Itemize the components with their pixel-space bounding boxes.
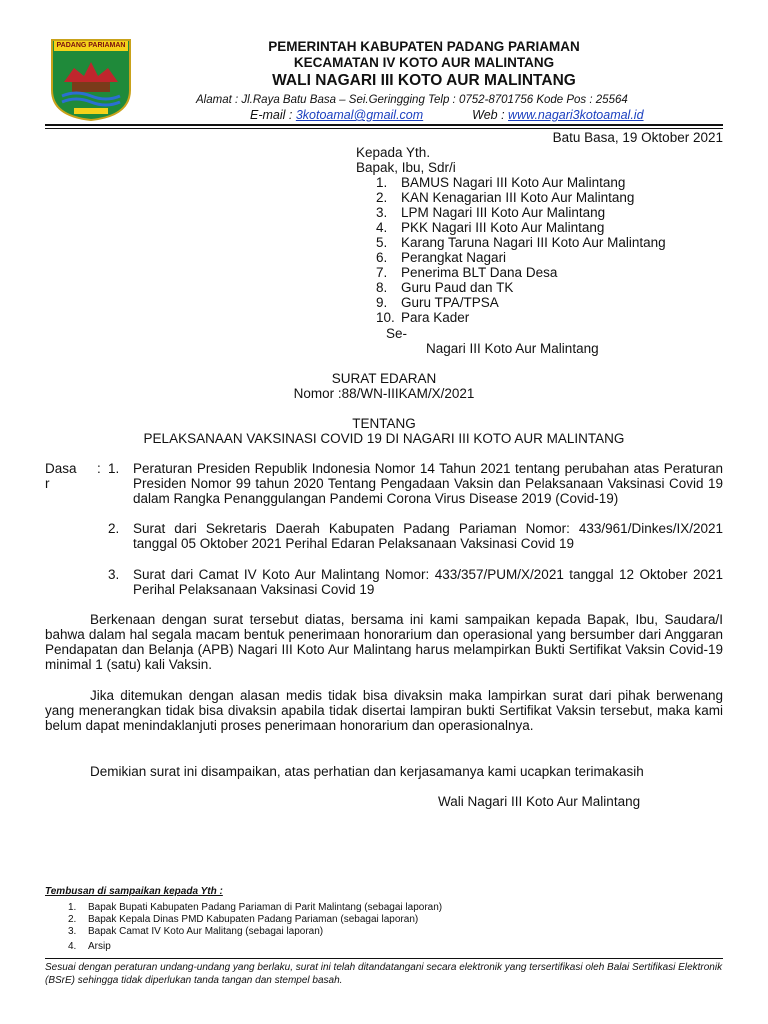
body-paragraph: Berkenaan dengan surat tersebut diatas, bersama ini kami sampaikan kepada Bapak, Ibu, Saudara/I bahwa dalam hal segala macam bentuk penerimaan honorarium dan operasional yang bersumber dari Anggaran Pendapatan dan Belanja (APB) Nagari III Koto Aur Malintang harus melampirkan Bukti Sertifikat Vaksin Covid-19 minimal 1 (satu) kali Vaksin. <box>45 612 723 672</box>
letterhead-contact <box>250 108 644 122</box>
list-item: 4. PKK Nagari III Koto Aur Malintang <box>376 220 605 235</box>
letterhead-office: WALI NAGARI III KOTO AUR MALINTANG <box>272 72 576 89</box>
letterhead-government: PEMERINTAH KABUPATEN PADANG PARIAMAN <box>268 39 580 54</box>
letter-type: SURAT EDARAN <box>331 371 437 386</box>
recipient-se: Se- <box>386 326 408 341</box>
tembusan-title: Tembusan di sampaikan kepada Yth : <box>45 886 223 897</box>
closing-paragraph: Demikian surat ini disampaikan, atas perhatian dan kerjasamanya kami ucapkan terimakasih <box>90 764 644 779</box>
dasar-item-text: Surat dari Camat IV Koto Aur Malintang Nomor: 433/357/PUM/X/2021 tanggal 12 Oktober 2021 Perihal Pelaksanaan Vaksinasi Covid 19 <box>133 567 723 597</box>
recipient-kepada: Kepada Yth. <box>356 145 431 160</box>
letterhead-rule <box>45 124 723 126</box>
list-item: 7. Penerima BLT Dana Desa <box>376 265 558 280</box>
dasar-item-number: 2. <box>108 521 120 536</box>
dasar-label: Dasa <box>45 461 77 476</box>
list-item: 10. Para Kader <box>376 310 470 325</box>
letter-number: Nomor :88/WN-IIIKAM/X/2021 <box>293 386 475 401</box>
email-link[interactable]: 3kotoamal@gmail.com <box>295 108 424 122</box>
letterhead-address: Alamat : Jl.Raya Batu Basa – Sei.Geringging Telp : 0752-8701756 Kode Pos : 25564 <box>196 94 628 106</box>
dasar-item-number: 3. <box>108 567 120 582</box>
list-item: 3. Bapak Camat IV Koto Aur Malitang (sebagai laporan) <box>68 926 324 937</box>
list-item: 1. BAMUS Nagari III Koto Aur Malintang <box>376 175 626 190</box>
list-item: 2. KAN Kenagarian III Koto Aur Malintang <box>376 190 635 205</box>
dasar-item-number: 1. <box>108 461 120 476</box>
footer-rule <box>45 958 723 959</box>
list-item: 4. Arsip <box>68 941 111 952</box>
recipient-salutation: Bapak, Ibu, Sdr/i <box>356 160 456 175</box>
dasar-item-text: Surat dari Sekretaris Daerah Kabupaten Padang Pariaman Nomor: 433/961/Dinkes/IX/2021 tanggal 05 Oktober 2021 Perihal Edaran Pelaksanaan Vaksinasi Covid 19 <box>133 521 723 551</box>
web-label: Web : <box>472 108 509 122</box>
web-link[interactable]: www.nagari3kotoamal.id <box>508 108 644 122</box>
letter-subject: PELAKSANAAN VAKSINASI COVID 19 DI NAGARI III KOTO AUR MALINTANG <box>143 431 625 446</box>
dasar-item-text: Peraturan Presiden Republik Indonesia Nomor 14 Tahun 2021 tentang perubahan atas Peraturan Presiden Nomor 99 tahun 2020 Tentang Pengadaan Vaksin dan Pelaksanaan Vaksinasi Covid 19 dalam Rangka Penanggulangan Pandemi Corona Virus Disease 2019 (Covid-19) <box>133 461 723 506</box>
letter-tentang: TENTANG <box>352 416 416 431</box>
electronic-signature-disclaimer: Sesuai dengan peraturan undang-undang yang berlaku, surat ini telah ditandatangani secara elektronik yang tersertifikasi oleh Balai Sertifikasi Elektronik (BSrE) sehingga tidak diperlukan tanda tangan dan stempel basah. <box>45 962 723 986</box>
letterhead-district: KECAMATAN IV KOTO AUR MALINTANG <box>293 55 555 70</box>
dasar-colon: : <box>97 461 101 476</box>
dasar-label-wrap: r <box>45 476 50 491</box>
recipient-list <box>376 175 666 325</box>
email-label: E-mail : <box>250 108 296 122</box>
body-paragraph: Jika ditemukan dengan alasan medis tidak bisa divaksin maka lampirkan surat dari pihak berwenang yang menerangkan tidak bisa divaksin apabila tidak disertai lampiran bukti Sertifikat Vaksin tersebut, maka kami belum dapat menindaklanjuti proses penerimaan honorarium dan operasionalnya. <box>45 688 723 733</box>
list-item: 9. Guru TPA/TPSA <box>376 295 499 310</box>
recipient-location: Nagari III Koto Aur Malintang <box>426 341 599 356</box>
list-item: 1. Bapak Bupati Kabupaten Padang Pariaman di Parit Malintang (sebagai laporan) <box>68 902 443 913</box>
list-item: 5. Karang Taruna Nagari III Koto Aur Malintang <box>376 235 666 250</box>
list-item: 2. Bapak Kepala Dinas PMD Kabupaten Padang Pariaman (sebagai laporan) <box>68 914 419 925</box>
signature-title: Wali Nagari III Koto Aur Malintang <box>438 794 641 809</box>
letterhead-rule-thin <box>45 128 723 129</box>
logo-label: PADANG PARIAMAN <box>56 42 126 49</box>
list-item: 6. Perangkat Nagari <box>376 250 507 265</box>
list-item: 3. LPM Nagari III Koto Aur Malintang <box>376 205 606 220</box>
list-item: 8. Guru Paud dan TK <box>376 280 514 295</box>
letter-date: Batu Basa, 19 Oktober 2021 <box>552 130 723 145</box>
